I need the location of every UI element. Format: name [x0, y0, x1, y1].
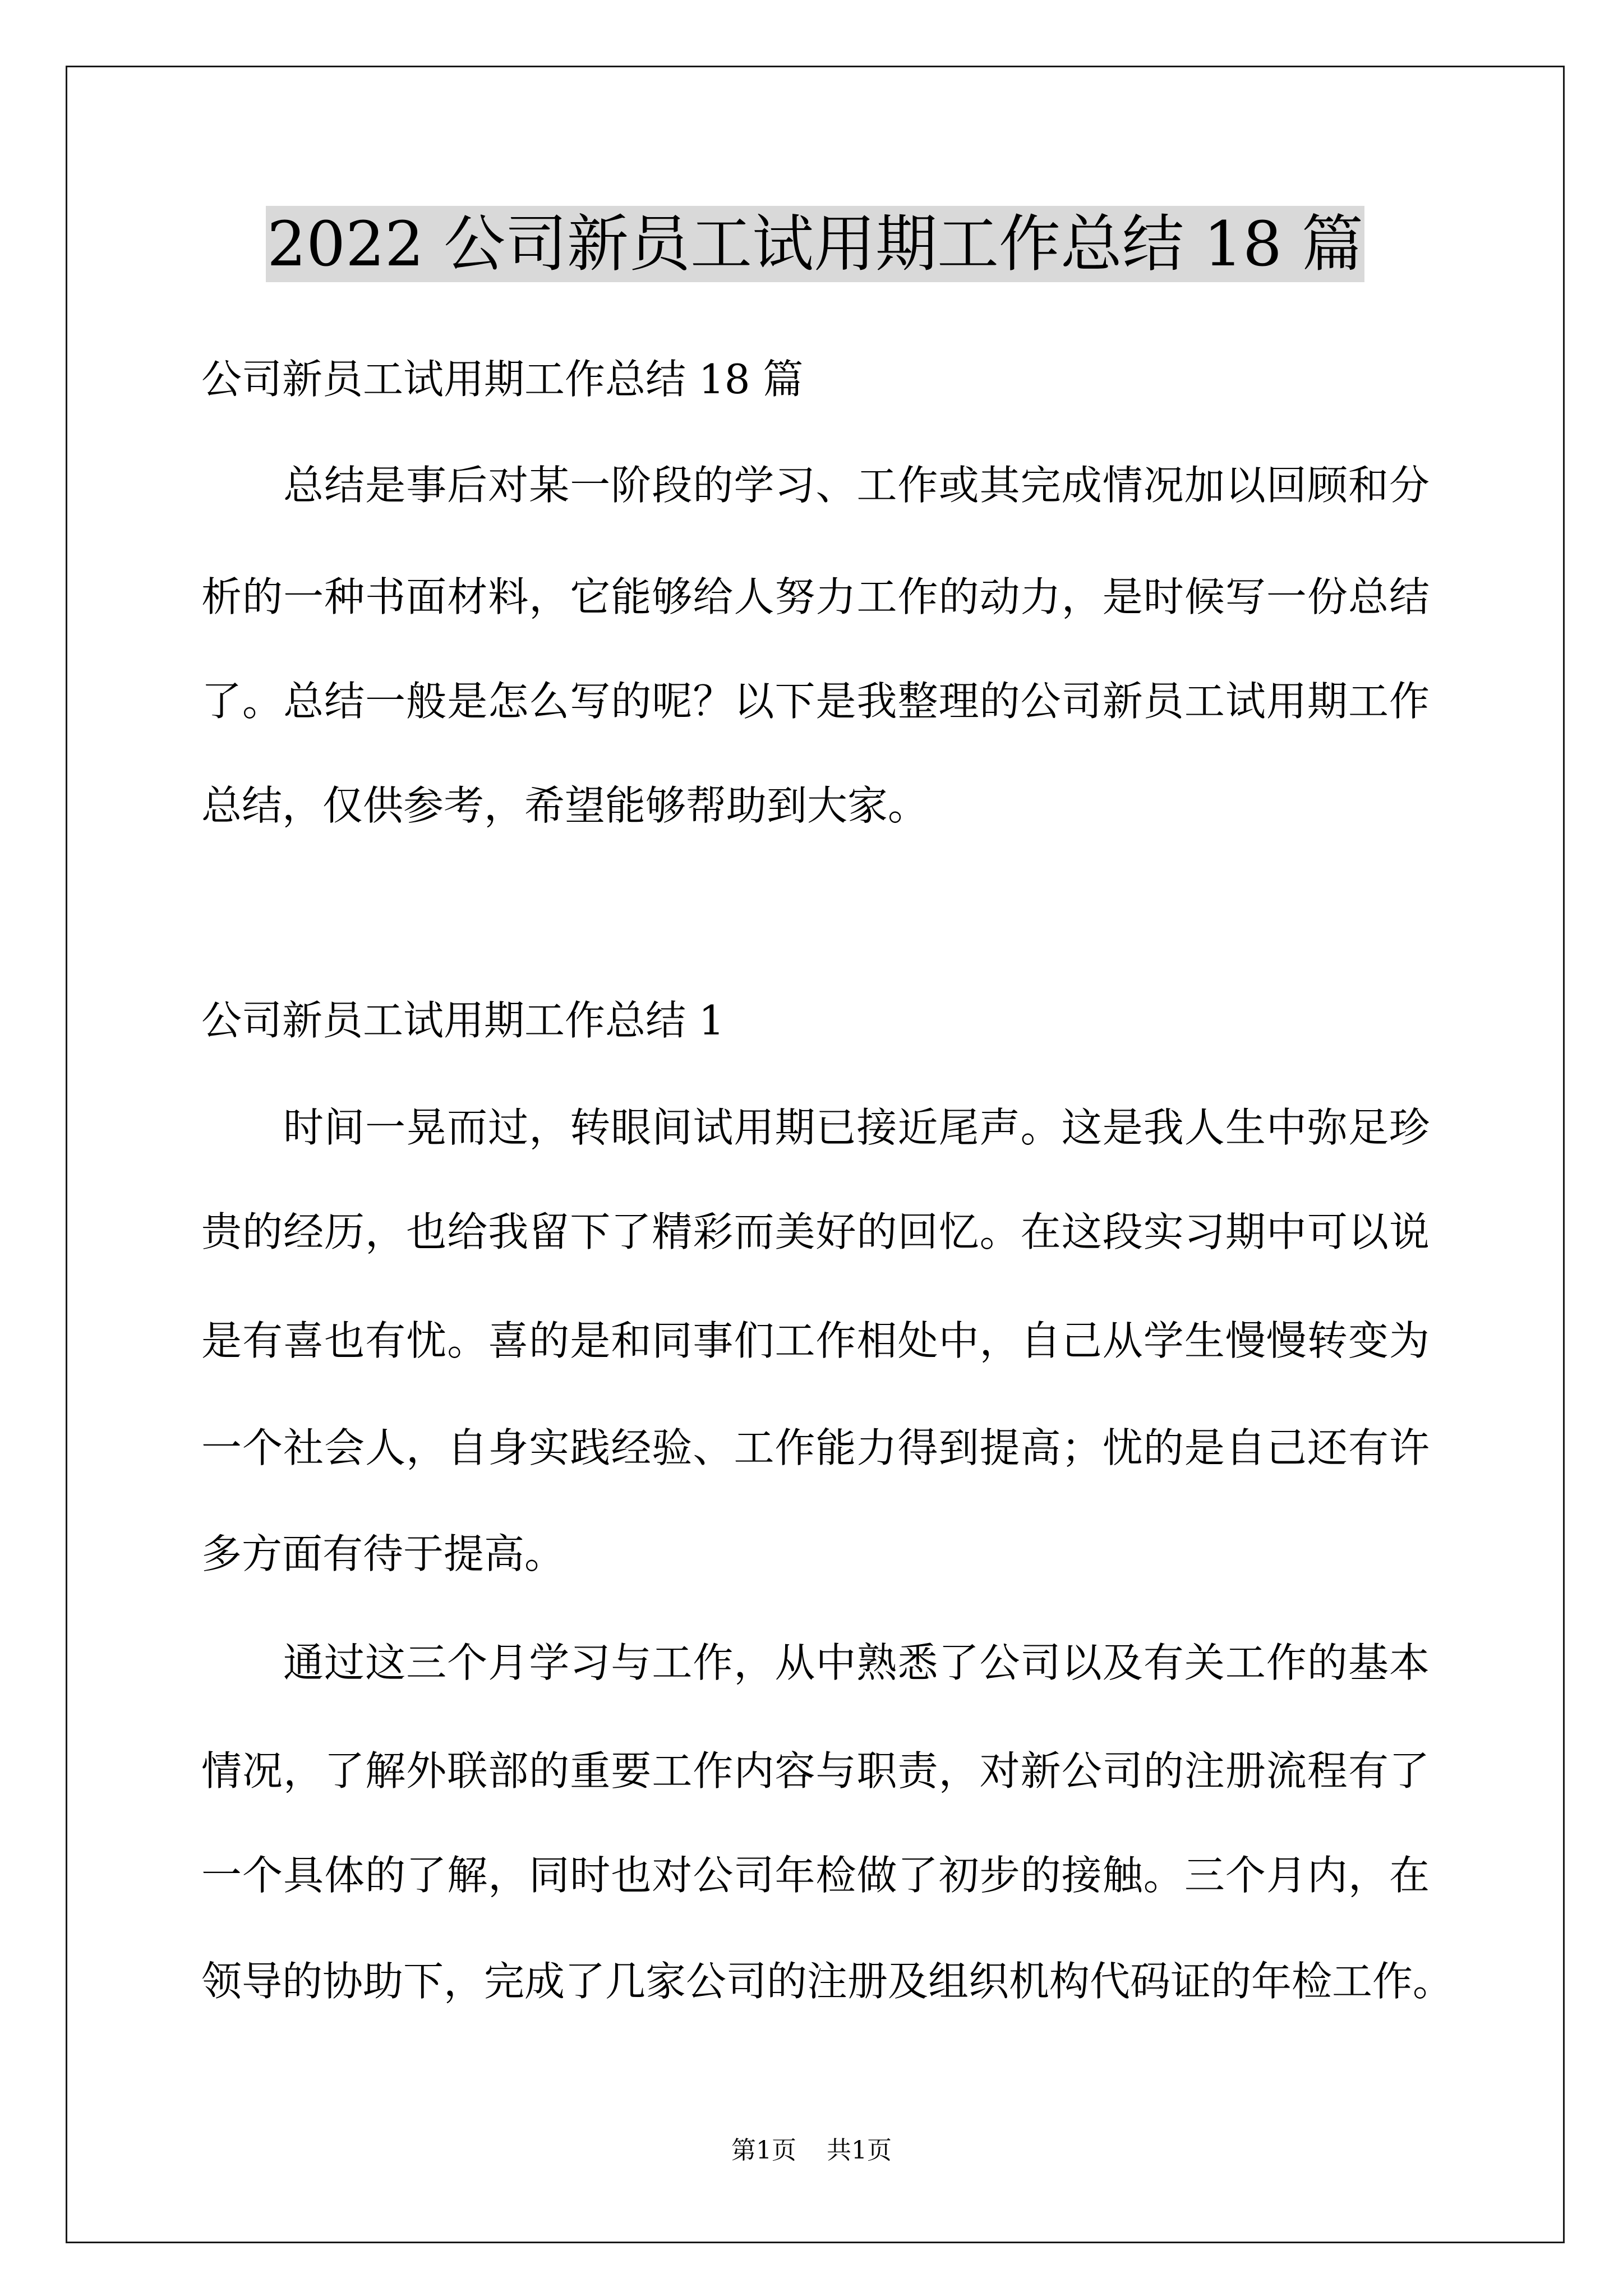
paragraph-line: 一个具体的了解，同时也对公司年检做了初步的接触。三个月内，在	[201, 1852, 1430, 1899]
paragraph-line: 多方面有待于提高。	[201, 1530, 565, 1577]
page-footer: 第1页 共1页	[731, 2136, 892, 2165]
intro-line: 了。总结一般是怎么写的呢？以下是我整理的公司新员工试用期工作	[201, 678, 1430, 725]
paragraph-line: 情况，了解外联部的重要工作内容与职责，对新公司的注册流程有了	[201, 1747, 1430, 1795]
section-heading: 公司新员工试用期工作总结 1	[201, 997, 725, 1044]
paragraph-line: 贵的经历，也给我留下了精彩而美好的回忆。在这段实习期中可以说	[201, 1208, 1430, 1255]
paragraph-line: 领导的协助下，完成了几家公司的注册及组织机构代码证的年检工作。	[201, 1958, 1454, 2005]
intro-line: 总结，仅供参考，希望能够帮助到大家。	[201, 782, 929, 829]
paragraph-line: 一个社会人，自身实践经验、工作能力得到提高；忧的是自己还有许	[201, 1424, 1430, 1471]
document-subtitle: 公司新员工试用期工作总结 18 篇	[201, 356, 804, 403]
paragraph-line: 是有喜也有忧。喜的是和同事们工作相处中，自己从学生慢慢转变为	[201, 1317, 1430, 1364]
title-row	[66, 206, 1565, 282]
paragraph-line: 通过这三个月学习与工作，从中熟悉了公司以及有关工作的基本	[283, 1639, 1430, 1686]
intro-line: 总结是事后对某一阶段的学习、工作或其完成情况加以回顾和分	[283, 462, 1430, 509]
page-title: 2022 公司新员工试用期工作总结 18 篇	[266, 206, 1364, 282]
paragraph-line: 时间一晃而过，转眼间试用期已接近尾声。这是我人生中弥足珍	[283, 1104, 1430, 1151]
intro-line: 析的一种书面材料，它能够给人努力工作的动力，是时候写一份总结	[201, 573, 1430, 620]
